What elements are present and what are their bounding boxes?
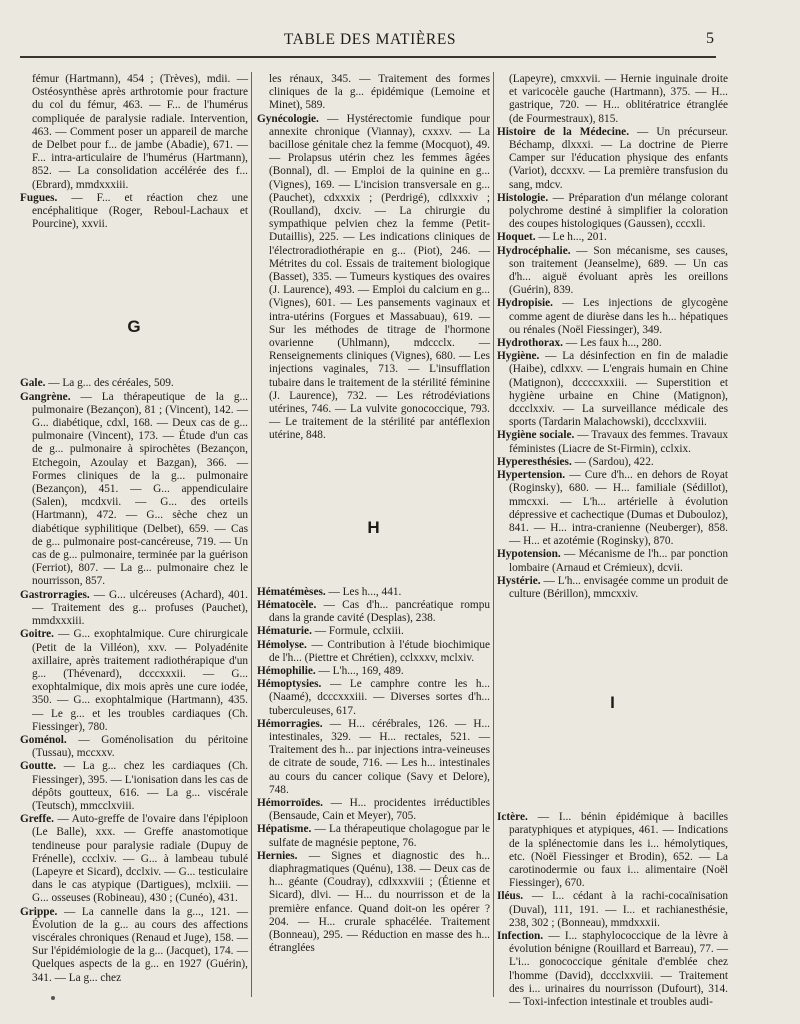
index-entry [20, 734, 248, 760]
entry-headword: Hydrothorax. [497, 337, 564, 350]
entry-text: les rénaux, 345. — Traitement des formes cliniques de la g... épidémique (Lemoine et Minet), 589. [269, 73, 490, 112]
index-entry [20, 906, 248, 985]
entry-headword: Hypertension. [497, 469, 566, 482]
entry-headword: Hémoptysies. [257, 678, 322, 691]
index-entry [20, 377, 248, 390]
index-entry [497, 73, 728, 126]
index-entry [497, 231, 728, 244]
entry-headword: Hystérie. [497, 574, 541, 587]
entry-text: — F... et réaction chez une encéphalitique (Roger, Reboul-Lachaux et Pourcine), xxvii. [32, 191, 248, 231]
entry-headword: Hydropisie. [497, 297, 553, 310]
entry-headword: Hémorragies. [257, 717, 323, 730]
entry-headword: Gastrorragies. [20, 588, 90, 601]
entry-headword: Greffe. [20, 813, 54, 826]
index-entry [20, 192, 248, 232]
index-entry [257, 625, 490, 638]
entry-headword: Histologie. [497, 191, 549, 204]
entry-headword: Hépatisme. [257, 823, 312, 836]
entry-text: — Cas d'h... pancréatique rompu dans la grande cavité (Desplas), 238. [269, 598, 490, 625]
index-entry [20, 760, 248, 813]
index-entry [20, 73, 248, 192]
index-entry [497, 192, 728, 232]
entry-text: — Mécanisme de l'h... par ponction lombaire (Arnaud et Crémieux), dcvii. [509, 548, 728, 574]
entry-headword: Hydrocéphalie. [497, 244, 571, 257]
entry-text: fémur (Hartmann), 454 ; (Trèves), mdii. — Ostéosynthèse après arthrotomie pour fracture du col du fémur, 463. — F... de l'humérus compliquée de paralysie radiale. Intervention, 463. — Comment poser un appareil de marche de Delbet pour f... de jambe (Abadie), 671. — F... intra-articulaire de l'humérus (Hartmann), 852. — La consolidation accélérée des f... (Ebrard), mmdxxxiii. [32, 73, 248, 191]
entry-headword: Goménol. [20, 733, 67, 746]
entry-text: — Les faux h..., 280. [563, 337, 662, 350]
entry-headword: Hématurie. [257, 625, 312, 638]
entry-text: — Les h..., 441. [325, 585, 402, 598]
index-entry [257, 113, 490, 443]
entry-text: — La thérapeutique cholagogue par le sulfate de magnésie peptone, 76. [269, 823, 490, 849]
entry-text: — L'h... envisagée comme un produit de culture (Bérillon), mmcxxiv. [509, 574, 728, 600]
index-entry [257, 599, 490, 625]
index-entry [257, 73, 490, 113]
entry-text: — Signes et diagnostic des h... diaphragmatiques (Quénu), 138. — Deux cas de h... géante (Coudray), cdlxxxviii ; (Étienne et Sicard), dlvi. — H... du nourrisson et de la première enfance. Quand doit-on les opérer ? 204. — H... crurale sphacélée. Traitement (Bonneau), 295. — Réduction en masse des h... étranglées [269, 849, 490, 955]
entry-text: — Les injections de glycogène comme agent de diurèse dans les h... hépatiques ou rénales (Noël Fiessinger), 349. [509, 297, 728, 336]
index-entry [497, 548, 728, 574]
section-letter-h: H [367, 517, 380, 537]
entry-text: — La désinfection en fin de maladie (Haibe), cdlxxv. — L'engrais humain en Chine (Matignon), dccccxxxiii. — Superstition et hygiène urbaine en Chine (Matignon), dccclxxiv. — La surveillance médicale des sports (Tardarin Malachowski), dccclxxviii. [509, 350, 728, 429]
header-rule [20, 56, 716, 58]
entry-headword: Iléus. [497, 890, 524, 903]
entry-text: — Préparation d'un mélange colorant polychrome destiné à simplifier la coloration des coupes histologiques (Gaussen), cccxli. [509, 191, 728, 231]
index-entry [497, 245, 728, 298]
index-entry [257, 797, 490, 823]
entry-headword: Hémorroïdes. [257, 796, 323, 809]
entry-headword: Hygiène sociale. [497, 429, 575, 442]
index-entry [257, 639, 490, 665]
entry-headword: Gangrène. [20, 390, 71, 403]
entry-text: — L'h..., 169, 489. [315, 664, 404, 677]
index-entry [20, 391, 248, 589]
entry-headword: Ictère. [497, 811, 528, 824]
index-entry [257, 850, 490, 956]
entry-text: — Goménolisation du péritoine (Tussau), mccxxv. [32, 733, 248, 760]
entry-headword: Grippe. [20, 905, 58, 918]
index-entry [497, 126, 728, 192]
entry-text: — I... cédant à la rachi-cocaïnisation (Duval), 111, 191. — I... et rachianesthésie, 238, 302 ; (Bonneau), mmdxxxii. [509, 890, 728, 929]
entry-text: — Le camphre contre les h... (Naamé), dcccxxxiii. — Diverses sortes d'h... tuberculeuses, 617. [269, 678, 490, 717]
entry-headword: Histoire de la Médecine. [497, 125, 630, 138]
entry-text: (Lapeyre), cmxxvii. — Hernie inguinale droite et varicocèle gauche (Hartmann), 375. — H... gastrique, 720. — H... oblitératrice étranglée (de Fourmestraux), 815. [509, 73, 728, 125]
index-entry [497, 930, 728, 1009]
index-entry [497, 429, 728, 455]
index-entry [20, 813, 248, 905]
entry-text: — Le h..., 201. [535, 231, 607, 244]
entry-text: — I... staphylococcique de la lèvre à évolution bénigne (Rouillard et Barreau), 77. — L'i... gonococcique génitale d'emblée chez l'homme (David), dccclxxviii. — Traitement des i... urinaires du nourrisson (Dufourt), 314. — Toxi-infection intestinale et troubles audi- [509, 929, 728, 1008]
index-column-2 [257, 73, 490, 998]
entry-headword: Hématémèses. [257, 585, 326, 598]
entry-text: — Un précurseur. Béchamp, dlxxxi. — La doctrine de Pierre Camper sur l'éducation physique des enfants (Variot), dccxxv. — La première transfusion du sang, mdcv. [509, 125, 729, 191]
entry-text: — La cannelle dans la g..., 121. — Évolution de la g... au cours des affections viscérales chroniques (Renaud et Juge), 158. — Sur l'épidémiologie de la g... (Jacquet), 174. — Quelques aspects de la g... en 1927 (Guérin), 341. — La g... chez [32, 905, 248, 984]
entry-headword: Hémophilie. [257, 664, 316, 677]
index-entry [20, 628, 248, 734]
entry-headword: Hypotension. [497, 548, 561, 561]
index-entry [497, 575, 728, 601]
section-letter-g: G [127, 317, 141, 337]
entry-text: — Son mécanisme, ses causes, son traitement (Jeanselme), 689. — Un cas d'h... aiguë évoluant après les oreillons (Guérin), 839. [509, 244, 728, 297]
index-entry [257, 586, 490, 599]
entry-headword: Infection. [497, 929, 544, 942]
entry-text: — Formule, cclxiii. [311, 625, 404, 638]
column-divider [493, 72, 494, 997]
column-divider [251, 72, 252, 997]
entry-headword: Hygiène. [497, 350, 540, 363]
index-entry [497, 337, 728, 350]
entry-text: — I... bénin épidémique à bacilles paratyphiques et atypiques, 461. — Indications de la splénectomie dans les i... hémolytiques, etc. (Noël Fiessinger et Brodin), 652. — La carotinodermie ou faux i... alimentaire (Noël Fiessinger), 670. [509, 811, 728, 890]
index-entry [497, 469, 728, 548]
index-entry [257, 823, 490, 849]
index-column-3 [497, 73, 729, 1008]
page-number: 5 [706, 30, 714, 47]
entry-text: — Contribution à l'étude biochimique de l'h... (Piettre et Chrétien), cclxxxv, mclxiv. [269, 638, 490, 664]
entry-headword: Hématocèle. [257, 598, 317, 611]
entry-text: — La thérapeutique de la g... pulmonaire (Bezançon), 81 ; (Vincent), 142. — G... diabétique, cdxl, 168. — Deux cas de g... pulmonaire (Vincent), 173. — Étude d'un cas de g... pulmonaire à spirochètes (Bezançon, Etchegoin, Azoulay et Bazgan), 366. — Formes cliniques de la g... pulmonaire (Bezançon), 451. — G... appendiculaire (Salen), mcdxvii. — G... des orteils (Hartmann), 472. — G... sèche chez un diabétique syphilitique (Delbet), 659. — Cas de g... pulmonaire post-cancéreuse, 719. — Un cas de g... pulmonaire, terminée par la guérison (Ferriot), 807. — La g... pulmonaire chez le nourrisson, 857. [32, 390, 248, 588]
entry-text: — Travaux des femmes. Travaux féministes (Liacre de St-Firmin), cclxix. [509, 429, 728, 455]
entry-text: — G... exophtalmique. Cure chirurgicale (Petit de la Villéon), xxv. — Polyadénite axillaire, après traitement radiothérapique d'un g... (Thévenard), dcccxxxii. — G... exophtalmique, dix mois après une cure iodée, 350. — G... exophtalmique (Hartmann), 435. — Le g... et les troubles cardiaques (Ch. Fiessinger), 780. [32, 628, 248, 733]
running-head-title: TABLE DES MATIÈRES [283, 31, 457, 48]
index-entry [20, 589, 248, 629]
index-entry [257, 718, 490, 797]
entry-text: — La g... chez les cardiaques (Ch. Fiessinger), 395. — L'ionisation dans les cas de dépôts goutteux, 616. — La g... viscérale (Teutsch), mmcclxviii. [32, 760, 248, 812]
index-entry [497, 297, 728, 337]
entry-text: — La g... des céréales, 509. [45, 377, 174, 390]
entry-headword: Goutte. [20, 760, 57, 773]
section-letter-i: I [610, 693, 615, 713]
index-entry [257, 665, 490, 678]
entry-headword: Hémolyse. [257, 638, 307, 651]
entry-headword: Hyperesthésies. [497, 455, 572, 468]
entry-headword: Gynécologie. [257, 112, 319, 125]
entry-text: — G... ulcéreuses (Achard), 401. — Traitement des g... profuses (Pauchet), mmdxxxiii. [32, 588, 248, 628]
entry-headword: Goitre. [20, 628, 54, 641]
index-entry [497, 890, 728, 930]
index-entry [257, 678, 490, 718]
entry-headword: Hoquet. [497, 231, 536, 244]
entry-text: — Hystérectomie fundique pour annexite chronique (Viannay), cxxxv. — La bacillose génitale chez la femme (Mocquot), 49. — Prolapsus utérin chez les femmes âgées (Bonnal), dl. — Emploi de la quinine en g... (Vignes), 169. — L'incision transversale en g... (Pauchet), cdxxxix ; (Perdrigé), cdlxxxiv ; (Roulland), dxciv. — La chirurgie du sympathique pelvien chez la femme (Petit-Dutaillis), 225. — Les indications cliniques de l'électroradiothérapie en g... (Piot), 246. — Métrites du col. Essais de traitement biologique (Basset), 335. — Tumeurs kystiques des ovaires (J. Laurence), 493. — Emploi du calcium en g... (Vignes), 601. — Les pansements vaginaux et intra-utérins (Forgues et Massabuau), 619. — Sur les méthodes de titrage de l'hormone ovarienne (Uhlmann), mdccclx. — Renseignements cliniques (Vignes), 680. — Les injections vaginales, 713. — L'insufflation tubaire dans le traitement de la stérilité féminine (J. Laurence), 732. — Les rétrodéviations utérines, 746. — La vulvite gonococcique, 793. — Le traitement de la stérilité par antéflexion utérine, 848. [269, 112, 490, 442]
entry-text: — Cure d'h... en dehors de Royat (Roginsky), 680. — H... familiale (Sédillot), mmcxxi. — L'h... artérielle à évolution dépressive et cachectique (Dumas et Dubouloz), 841. — H... intra-cranienne (Neuberger), 858. — H... et azotémie (Roginsky), 870. [509, 469, 728, 548]
index-entry [497, 811, 728, 890]
entry-text: — Auto-greffe de l'ovaire dans l'épiploon (Le Balle), xxx. — Greffe anastomotique tendineuse pour paralysie radiale (Dupuy de Frénelle), ccclxiv. — G... à lambeau tubulé (Lapeyre et Sicard), dcclxiv. — G... testiculaire dans le cas atypique (Dartigues), mclxiii. — G... osseuses (Robineau), 430 ; (Cunéo), 431. [32, 813, 248, 905]
entry-headword: Fugues. [20, 191, 58, 204]
entry-text: — (Sardou), 422. [571, 455, 654, 468]
index-column-1 [20, 73, 248, 998]
entry-text: — H... cérébrales, 126. — H... intestinales, 329. — H... rectales, 521. — Traitement des h... par injections intra-veineuses de citrate de soude, 716. — Les h... intestinales au cours du cancer colique (Savy et Delore), 748. [269, 717, 490, 796]
index-entry [497, 456, 728, 469]
entry-headword: Gale. [20, 377, 46, 390]
entry-text: — H... procidentes irréductibles (Bensaude, Cain et Meyer), 705. [269, 796, 490, 823]
entry-headword: Hernies. [257, 849, 298, 862]
ink-speck [51, 996, 55, 1000]
index-entry [497, 350, 728, 429]
